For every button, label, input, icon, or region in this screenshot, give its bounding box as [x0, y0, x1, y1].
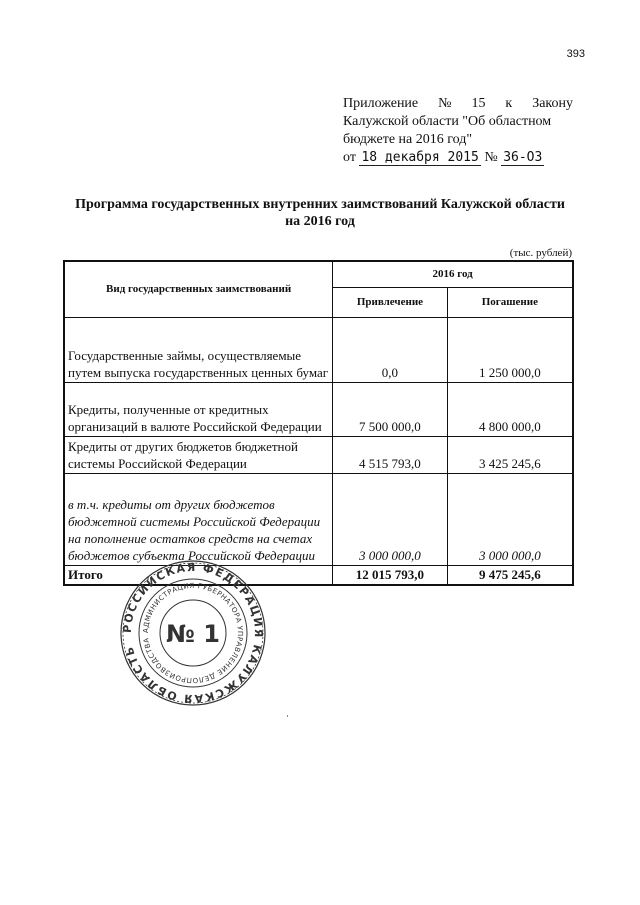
- borrowing-table: [63, 260, 574, 586]
- row-repay: 3 000 000,0: [447, 473, 573, 565]
- page-title: [60, 196, 580, 230]
- row-attract: 3 000 000,0: [333, 473, 447, 565]
- appendix-no-sign: №: [438, 96, 452, 111]
- appendix-block: [343, 95, 573, 167]
- svg-text:№ 1: № 1: [166, 620, 220, 648]
- table-row: [64, 317, 573, 382]
- row-attract: 7 500 000,0: [333, 382, 447, 436]
- header-attract: Привлечение: [333, 287, 447, 317]
- appendix-word: Приложение: [343, 96, 419, 111]
- row-attract: 0,0: [333, 317, 447, 382]
- appendix-line-3: бюджете на 2016 год": [343, 132, 473, 147]
- appendix-line-1: [343, 95, 573, 113]
- header-repay: Погашение: [447, 287, 573, 317]
- svg-text:РОССИЙСКАЯ ФЕДЕРАЦИЯ КАЛУЖСКАЯ: РОССИЙСКАЯ ФЕДЕРАЦИЯ КАЛУЖСКАЯ ОБЛАСТЬ: [120, 560, 266, 706]
- appendix-prep: к: [505, 96, 513, 111]
- appendix-from: от: [343, 150, 356, 165]
- scan-dot: [287, 715, 288, 717]
- total-repay: 9 475 245,6: [447, 565, 573, 585]
- row-label: Государственные займы, осуществляемые путем выпуска государственных ценных бумаг: [64, 317, 333, 382]
- title-line-2: на 2016 год: [285, 214, 355, 229]
- row-attract: 4 515 793,0: [333, 436, 447, 473]
- row-repay: 3 425 245,6: [447, 436, 573, 473]
- units-note: (тыс. рублей): [509, 247, 572, 259]
- svg-text:АДМИНИСТРАЦИЯ ГУБЕРНАТОРА УПРА: АДМИНИСТРАЦИЯ ГУБЕРНАТОРА УПРАВЛЕНИЕ ДЕЛОПРОИЗВОДСТВА: [141, 581, 245, 685]
- table-row: [64, 382, 573, 436]
- total-label: Итого: [64, 565, 333, 585]
- table-row: [64, 473, 573, 565]
- row-repay: 4 800 000,0: [447, 382, 573, 436]
- table-header-row: [64, 261, 573, 287]
- appendix-date-line: [343, 149, 573, 167]
- header-kind: Вид государственных заимствований: [64, 261, 333, 317]
- appendix-line-2: Калужской области "Об областном: [343, 114, 552, 129]
- appendix-law-number: 36-ОЗ: [503, 150, 543, 165]
- title-line-1: Программа государственных внутренних заимствований Калужской области: [75, 197, 565, 212]
- appendix-date: 18 декабря 2015: [361, 150, 479, 165]
- appendix-law: Закону: [532, 96, 573, 111]
- total-attract: 12 015 793,0: [333, 565, 447, 585]
- appendix-no-sign-2: №: [484, 150, 498, 165]
- official-seal: [118, 558, 268, 708]
- row-label: в т.ч. кредиты от других бюджетов бюджетной системы Российской Федерации на пополнение остатков средств на счетах бюджетов субъекта Российской Федерации: [64, 473, 333, 565]
- row-label: Кредиты, полученные от кредитных организаций в валюте Российской Федерации: [64, 382, 333, 436]
- header-year: 2016 год: [333, 261, 573, 287]
- page-number: 393: [566, 48, 585, 60]
- row-repay: 1 250 000,0: [447, 317, 573, 382]
- row-label: Кредиты от других бюджетов бюджетной системы Российской Федерации: [64, 436, 333, 473]
- appendix-number: 15: [471, 96, 486, 111]
- table-row: [64, 436, 573, 473]
